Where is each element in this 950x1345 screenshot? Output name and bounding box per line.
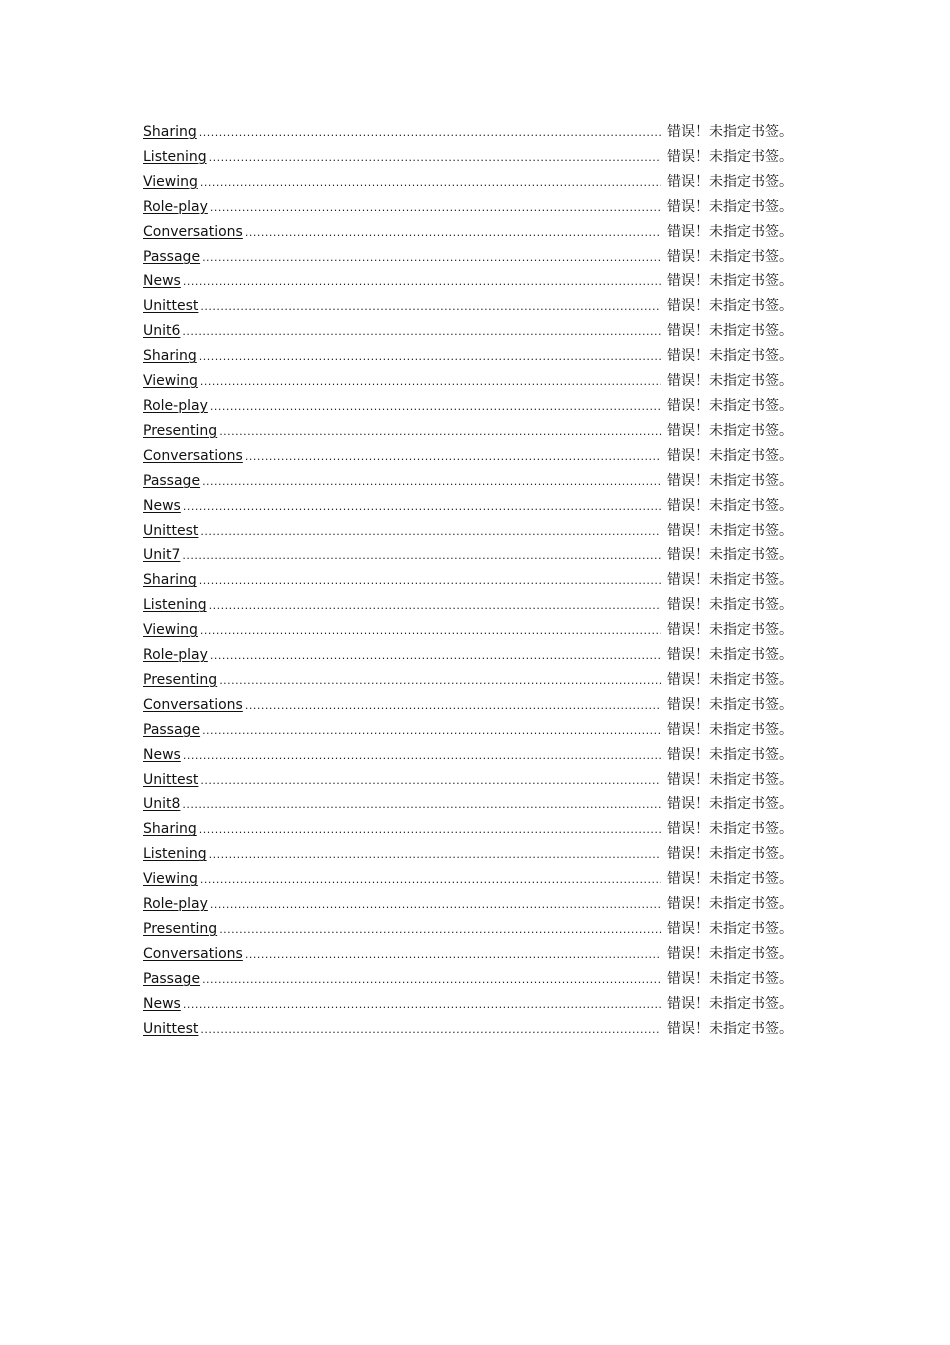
dot-leader [199, 345, 661, 370]
toc-page-reference: 错误！未指定书签。 [667, 721, 793, 738]
toc-page-reference: 错误！未指定书签。 [667, 771, 793, 788]
toc-page-reference: 错误！未指定书签。 [667, 198, 793, 215]
toc-entry[interactable] [143, 892, 793, 917]
toc-page-reference: 错误！未指定书签。 [667, 671, 793, 688]
toc-page-reference: 错误！未指定书签。 [667, 746, 793, 763]
toc-entry[interactable] [143, 643, 793, 668]
toc-entry[interactable] [143, 568, 793, 593]
dot-leader [200, 171, 661, 196]
toc-entry[interactable] [143, 817, 793, 842]
toc-entry[interactable] [143, 593, 793, 618]
toc-entry[interactable] [143, 768, 793, 793]
toc-page-reference: 错误！未指定书签。 [667, 248, 793, 265]
toc-entry-link[interactable]: Role-play [143, 647, 208, 664]
toc-page-reference: 错误！未指定书签。 [667, 124, 793, 140]
toc-entry-link[interactable]: News [143, 995, 181, 1012]
toc-entry[interactable] [143, 494, 793, 519]
toc-entry-link[interactable]: Role-play [143, 198, 208, 215]
toc-page-reference: 错误！未指定书签。 [667, 696, 793, 713]
toc-page-reference: 错误！未指定书签。 [667, 1020, 793, 1037]
toc-entry-link[interactable]: Passage [143, 970, 201, 987]
toc-entry-link[interactable]: Viewing [143, 622, 198, 639]
dot-leader [202, 719, 661, 744]
dot-leader [183, 993, 661, 1018]
dot-leader [199, 818, 661, 843]
dot-leader [209, 146, 661, 171]
toc-entry-link[interactable]: Sharing [143, 572, 197, 589]
toc-entry[interactable] [143, 543, 793, 568]
toc-page-reference: 错误！未指定书签。 [667, 821, 793, 838]
toc-page-reference: 错误！未指定书签。 [667, 896, 793, 913]
dot-leader [210, 644, 661, 669]
toc-page-reference: 错误！未指定书签。 [667, 846, 793, 863]
toc-entry[interactable] [143, 743, 793, 768]
dot-leader [182, 320, 661, 345]
toc-entry-link[interactable]: Conversations [143, 447, 243, 464]
toc-entry-link[interactable]: Role-play [143, 896, 208, 913]
dot-leader [200, 295, 661, 320]
dot-leader [210, 893, 661, 918]
toc-entry-link[interactable]: Unit6 [143, 323, 181, 340]
toc-entry[interactable] [143, 294, 793, 319]
toc-page-reference: 错误！未指定书签。 [667, 273, 793, 290]
dot-leader [182, 793, 661, 818]
dot-leader [200, 520, 661, 545]
toc-page-reference: 错误！未指定书签。 [667, 148, 793, 165]
toc-entry[interactable] [143, 1017, 793, 1042]
toc-page-reference: 错误！未指定书签。 [667, 970, 793, 987]
toc-page-reference: 错误！未指定书签。 [667, 298, 793, 315]
toc-entry-link[interactable]: Listening [143, 846, 207, 863]
toc-entry[interactable] [143, 693, 793, 718]
toc-entry-link[interactable]: Conversations [143, 223, 243, 240]
table-of-contents [143, 120, 793, 1042]
toc-entry[interactable] [143, 419, 793, 444]
dot-leader [245, 943, 661, 968]
toc-entry[interactable] [143, 792, 793, 817]
dot-leader [202, 968, 661, 993]
toc-entry-link[interactable]: Presenting [143, 422, 218, 439]
toc-entry[interactable] [143, 992, 793, 1017]
toc-entry[interactable] [143, 618, 793, 643]
dot-leader [210, 196, 661, 221]
toc-entry-link[interactable]: Viewing [143, 871, 198, 888]
toc-entry[interactable] [143, 842, 793, 867]
toc-entry-link[interactable]: Conversations [143, 696, 243, 713]
toc-entry-link[interactable]: Unittest [143, 298, 199, 315]
dot-leader [183, 744, 661, 769]
dot-leader [219, 669, 661, 694]
dot-leader [209, 594, 661, 619]
toc-entry-link[interactable]: Passage [143, 472, 201, 489]
toc-entry[interactable] [143, 394, 793, 419]
toc-page-reference: 错误！未指定书签。 [667, 597, 793, 614]
dot-leader [219, 918, 661, 943]
dot-leader [183, 270, 661, 295]
toc-entry[interactable] [143, 942, 793, 967]
dot-leader [200, 370, 661, 395]
dot-leader [245, 694, 661, 719]
toc-page-reference: 错误！未指定书签。 [667, 995, 793, 1012]
toc-entry[interactable] [143, 145, 793, 170]
toc-entry-link[interactable]: Unit7 [143, 547, 181, 564]
dot-leader [245, 445, 661, 470]
toc-entry-link[interactable]: Viewing [143, 373, 198, 390]
dot-leader [183, 495, 661, 520]
toc-entry[interactable] [143, 917, 793, 942]
toc-entry[interactable] [143, 319, 793, 344]
toc-page-reference: 错误！未指定书签。 [667, 497, 793, 514]
toc-entry[interactable] [143, 718, 793, 743]
toc-page-reference: 错误！未指定书签。 [667, 572, 793, 589]
toc-entry-link[interactable]: Sharing [143, 821, 197, 838]
toc-page-reference: 错误！未指定书签。 [667, 223, 793, 240]
toc-entry[interactable] [143, 344, 793, 369]
dot-leader [200, 769, 661, 794]
toc-page-reference: 错误！未指定书签。 [667, 373, 793, 390]
toc-page-reference: 错误！未指定书签。 [667, 871, 793, 888]
toc-entry-link[interactable]: Unit8 [143, 796, 181, 813]
toc-page-reference: 错误！未指定书签。 [667, 397, 793, 414]
toc-entry-link[interactable]: News [143, 746, 181, 763]
toc-entry-link[interactable]: News [143, 497, 181, 514]
toc-entry-link[interactable]: Viewing [143, 173, 198, 190]
dot-leader [210, 395, 661, 420]
toc-entry-link[interactable]: Sharing [143, 124, 197, 140]
toc-page-reference: 错误！未指定书签。 [667, 447, 793, 464]
toc-entry[interactable] [143, 469, 793, 494]
toc-page-reference: 错误！未指定书签。 [667, 547, 793, 564]
toc-entry[interactable] [143, 269, 793, 294]
toc-entry[interactable] [143, 170, 793, 195]
toc-entry[interactable] [143, 245, 793, 270]
toc-entry-link[interactable]: Sharing [143, 348, 197, 365]
toc-page-reference: 错误！未指定书签。 [667, 622, 793, 639]
toc-entry-link[interactable]: Role-play [143, 397, 208, 414]
dot-leader [202, 470, 661, 495]
toc-entry-link[interactable]: Conversations [143, 945, 243, 962]
toc-entry[interactable] [143, 967, 793, 992]
toc-page-reference: 错误！未指定书签。 [667, 647, 793, 664]
dot-leader [209, 843, 661, 868]
dot-leader [182, 544, 661, 569]
dot-leader [219, 420, 661, 445]
toc-entry[interactable] [143, 668, 793, 693]
toc-entry[interactable] [143, 867, 793, 892]
dot-leader [200, 1018, 661, 1043]
toc-page-reference: 错误！未指定书签。 [667, 422, 793, 439]
dot-leader [199, 569, 661, 594]
toc-entry-link[interactable]: Passage [143, 248, 201, 265]
toc-entry-link[interactable]: Passage [143, 721, 201, 738]
toc-page-reference: 错误！未指定书签。 [667, 472, 793, 489]
toc-entry-link[interactable]: Unittest [143, 771, 199, 788]
toc-entry-link[interactable]: Presenting [143, 671, 218, 688]
toc-entry-link[interactable]: News [143, 273, 181, 290]
toc-entry-link[interactable]: Listening [143, 597, 207, 614]
toc-entry[interactable] [143, 519, 793, 544]
dot-leader [245, 221, 661, 246]
toc-page-reference: 错误！未指定书签。 [667, 323, 793, 340]
toc-entry-link[interactable]: Unittest [143, 1020, 199, 1037]
toc-page-reference: 错误！未指定书签。 [667, 522, 793, 539]
dot-leader [200, 619, 661, 644]
toc-page-reference: 错误！未指定书签。 [667, 796, 793, 813]
toc-entry[interactable] [143, 195, 793, 220]
toc-entry-link[interactable]: Listening [143, 148, 207, 165]
toc-entry[interactable] [143, 220, 793, 245]
toc-page-reference: 错误！未指定书签。 [667, 173, 793, 190]
toc-entry[interactable] [143, 369, 793, 394]
dot-leader [202, 246, 661, 271]
toc-page-reference: 错误！未指定书签。 [667, 348, 793, 365]
toc-entry-link[interactable]: Unittest [143, 522, 199, 539]
toc-page-reference: 错误！未指定书签。 [667, 921, 793, 937]
toc-entry-link[interactable]: Presenting [143, 921, 218, 937]
dot-leader [199, 121, 661, 146]
toc-entry[interactable] [143, 120, 793, 145]
toc-page-reference: 错误！未指定书签。 [667, 945, 793, 962]
toc-entry[interactable] [143, 444, 793, 469]
dot-leader [200, 868, 661, 893]
